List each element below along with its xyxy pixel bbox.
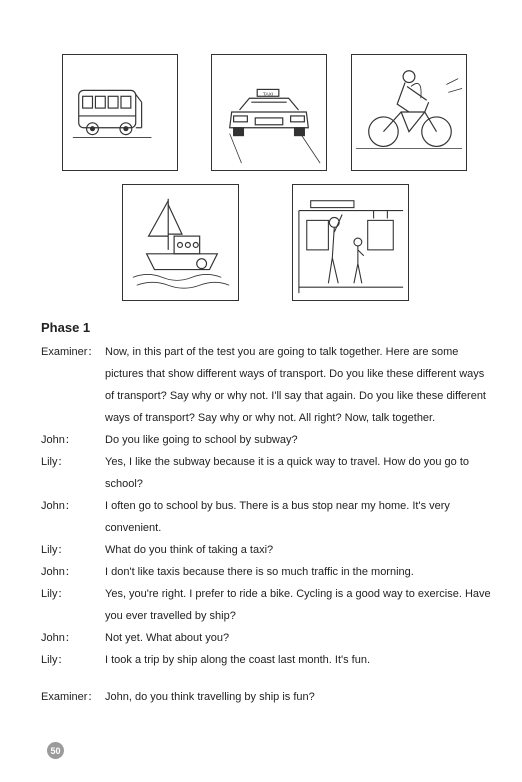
speaker-name: John： [41,566,76,578]
utterance-text: Now, in this part of the test you are going to talk together. Here are some pictures that show different ways of transport. Do you like these different ways of transport? Say why or why not. I'll say that again. Do you like these different ways of transport? Say why or why not. All right? Now, talk together. [105,346,486,424]
utterance-text: I don't like taxis because there is so much traffic in the morning. [105,566,414,578]
ship-drawing [123,185,238,300]
speaker-name: John： [41,632,76,644]
utterance-text: Yes, I like the subway because it is a quick way to travel. How do you go to school? [105,456,470,490]
dialogue [41,341,496,708]
ship-picture [122,184,239,301]
utterance-text: Do you like going to school by subway? [105,434,298,446]
utterance-text: I took a trip by ship along the coast last month. It's fun. [105,654,371,666]
dialogue-line [41,561,496,583]
dialogue-line [41,341,496,429]
utterance-text: I often go to school by bus. There is a bus stop near my home. It's very convenient. [105,500,450,534]
speaker-name: Examiner： [41,346,99,358]
dialogue-line [41,686,496,708]
dialogue-line [41,451,496,495]
speaker-name: Lily： [41,544,69,556]
phase-title: Phase 1 [41,320,91,335]
bus-picture [62,54,178,171]
dialogue-line [41,539,496,561]
subway-picture [292,184,409,301]
speaker-name: John： [41,500,76,512]
utterance-text: John, do you think travelling by ship is fun? [105,691,315,703]
utterance-text: What do you think of taking a taxi? [105,544,274,556]
taxi-drawing [212,55,326,170]
utterance-text: Yes, you're right. I prefer to ride a bike. Cycling is a good way to exercise. Have you ever travelled by ship? [105,588,491,622]
spacer [41,671,496,686]
subway-drawing [293,185,408,300]
speaker-name: Examiner： [41,691,99,703]
speaker-name: Lily： [41,456,69,468]
dialogue-line [41,495,496,539]
taxi-sign: TAXI [262,92,274,98]
bicycle-drawing [352,55,466,170]
bus-drawing [63,55,177,170]
speaker-name: Lily： [41,588,69,600]
dialogue-line [41,627,496,649]
dialogue-line [41,429,496,451]
page-number: 50 [47,742,64,759]
dialogue-line [41,649,496,671]
taxi-picture [211,54,327,171]
speaker-name: Lily： [41,654,69,666]
bicycle-picture [351,54,467,171]
dialogue-line [41,583,496,627]
speaker-name: John： [41,434,76,446]
utterance-text: Not yet. What about you? [105,632,230,644]
